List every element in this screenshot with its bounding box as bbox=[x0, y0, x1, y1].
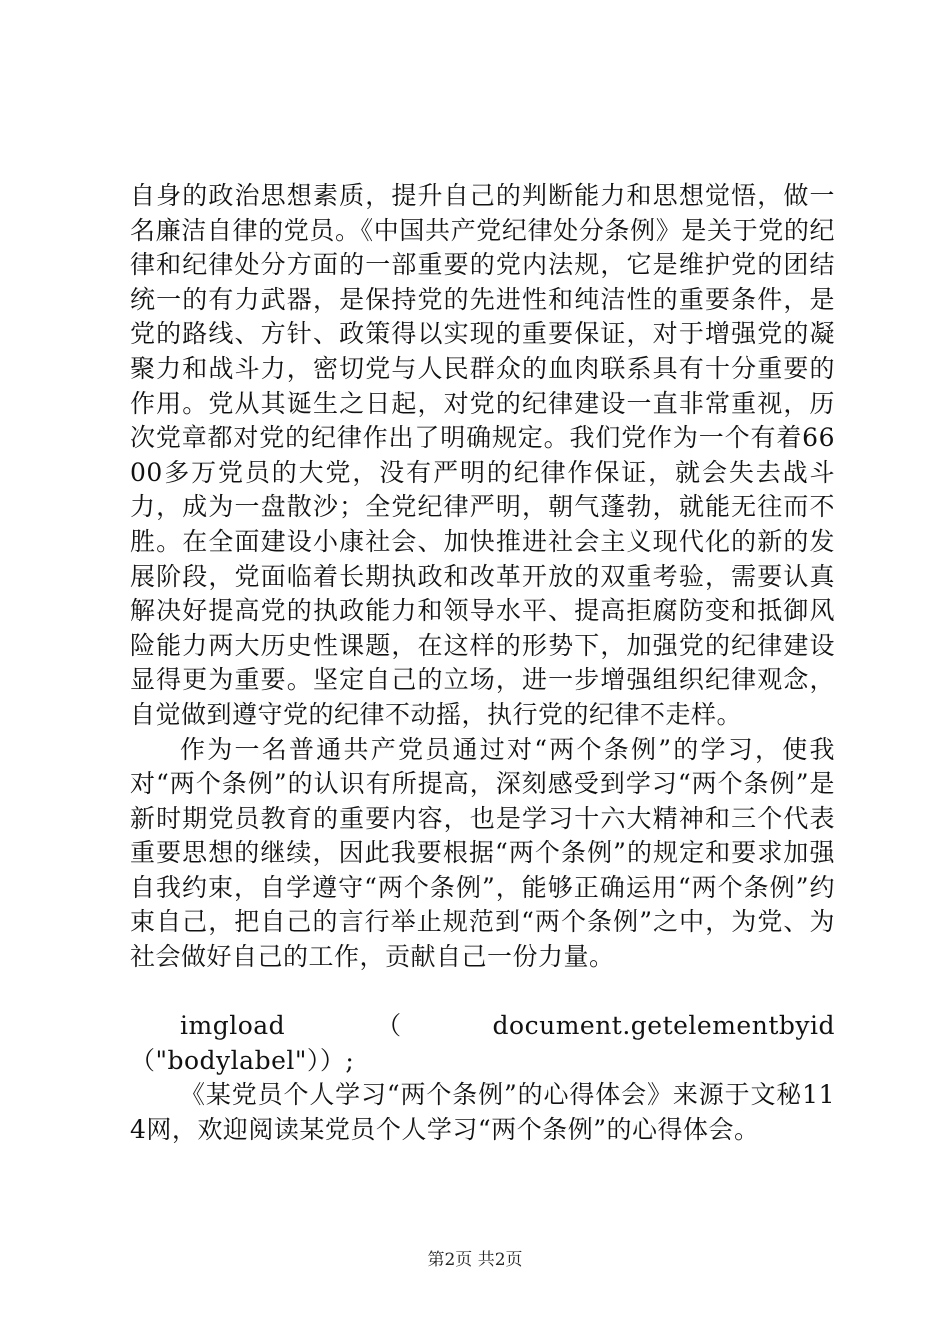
document-body bbox=[130, 179, 835, 1148]
source-note: 《某党员个人学习“两个条例”的心得体会》来源于文秘114网，欢迎阅读某党员个人学习“两个条例”的心得体会。 bbox=[130, 1080, 835, 1145]
paragraph-two-regulations: 作为一名普通共产党员通过对“两个条例”的学习，使我对“两个条例”的认识有所提高，深刻感受到学习“两个条例”是新时期党员教育的重要内容，也是学习十六大精神和三个代表重要思想的继续，因此我要根据“两个条例”的规定和要求加强自我约束，自学遵守“两个条例”，能够正确运用“两个条例”约束自己，把自己的言行举止规范到“两个条例”之中，为党、为社会做好自己的工作，贡献自己一份力量。 bbox=[130, 734, 835, 972]
script-residue-line: imgload（document.getelementbyid（"bodylabel"））; bbox=[130, 1011, 835, 1075]
page-footer: 第2页 共2页 bbox=[427, 1250, 523, 1270]
paragraph-gap bbox=[130, 975, 835, 1010]
paragraph-continued: 自身的政治思想素质，提升自己的判断能力和思想觉悟，做一名廉洁自律的党员。《中国共产党纪律处分条例》是关于党的纪律和纪律处分方面的一部重要的党内法规，它是维护党的团结统一的有力武器，是保持党的先进性和纯洁性的重要条件，是党的路线、方针、政策得以实现的重要保证，对于增强党的凝聚力和战斗力，密切党与人民群众的血肉联系具有十分重要的作用。党从其诞生之日起，对党的纪律建设一直非常重视，历次党章都对党的纪律作出了明确规定。我们党作为一个有着6600多万党员的大党，没有严明的纪律作保证，就会失去战斗力，成为一盘散沙；全党纪律严明，朝气蓬勃，就能无往而不胜。在全面建设小康社会、加快推进社会主义现代化的新的发展阶段，党面临着长期执政和改革开放的双重考验，需要认真解决好提高党的执政能力和领导水平、提高拒腐防变和抵御风险能力两大历史性课题，在这样的形势下，加强党的纪律建设显得更为重要。坚定自己的立场，进一步增强组织纪律观念，自觉做到遵守党的纪律不动摇，执行党的纪律不走样。 bbox=[130, 181, 835, 729]
